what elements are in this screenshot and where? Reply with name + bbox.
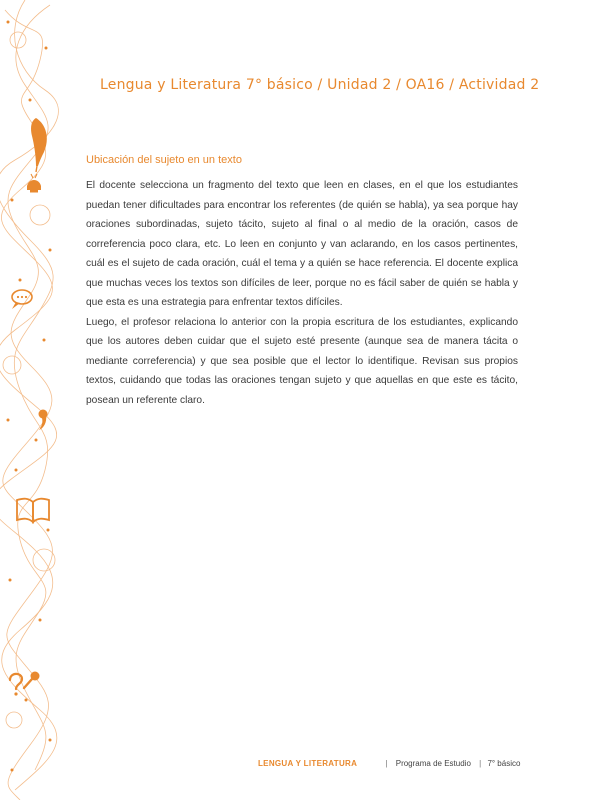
- footer-separator: |: [385, 759, 388, 768]
- footer-separator: |: [479, 759, 482, 768]
- paragraph: El docente selecciona un fragmento del texto que leen en clases, en el que los estudiantes puedan tener dificultades para encontrar los referentes (de quién se habla), ya sea porque hay oraciones subordinadas, sujeto tácito, sujeto al final o al medio de la oración, casos de correferencia poco clara, etc. Lo leen en conjunto y van aclarando, en los casos pertinentes, cuál es el sujeto de cada oración, cuál el tema y a quién se hace referencia. El docente explica que muchas veces los textos son difíciles de leer, porque no es fácil saber de quién se habla y que esta es una estrategia para enfrentar textos difíciles.: [86, 180, 518, 308]
- footer-grade: 7° básico: [487, 759, 521, 768]
- page-footer: [258, 759, 588, 768]
- speech-bubble-icon: [12, 290, 32, 309]
- footer-subject: LENGUA Y LITERATURA: [258, 759, 358, 768]
- footer-program: Programa de Estudio: [395, 759, 471, 768]
- margin-decoration: [0, 0, 62, 800]
- paragraph: Luego, el profesor relaciona lo anterior con la propia escritura de los estudiantes, explicando que los autores deben cuidar que el sujeto esté presente (aunque sea de manera tácita o mediante correferencia) y que sea posible que el lector lo identifique. Revisan sus propios textos, cuidando que todas las oraciones tengan sujeto y que aquellas en que este es tácito, posean un referente claro.: [86, 316, 518, 406]
- body-text: [86, 176, 518, 410]
- page-title: Lengua y Literatura 7° básico / Unidad 2 / OA16 / Actividad 2: [100, 77, 540, 93]
- quill-icon: [31, 118, 47, 172]
- section-title: Ubicación del sujeto en un texto: [86, 154, 242, 166]
- open-book-icon: [17, 499, 49, 522]
- microphone-icon: [24, 672, 40, 689]
